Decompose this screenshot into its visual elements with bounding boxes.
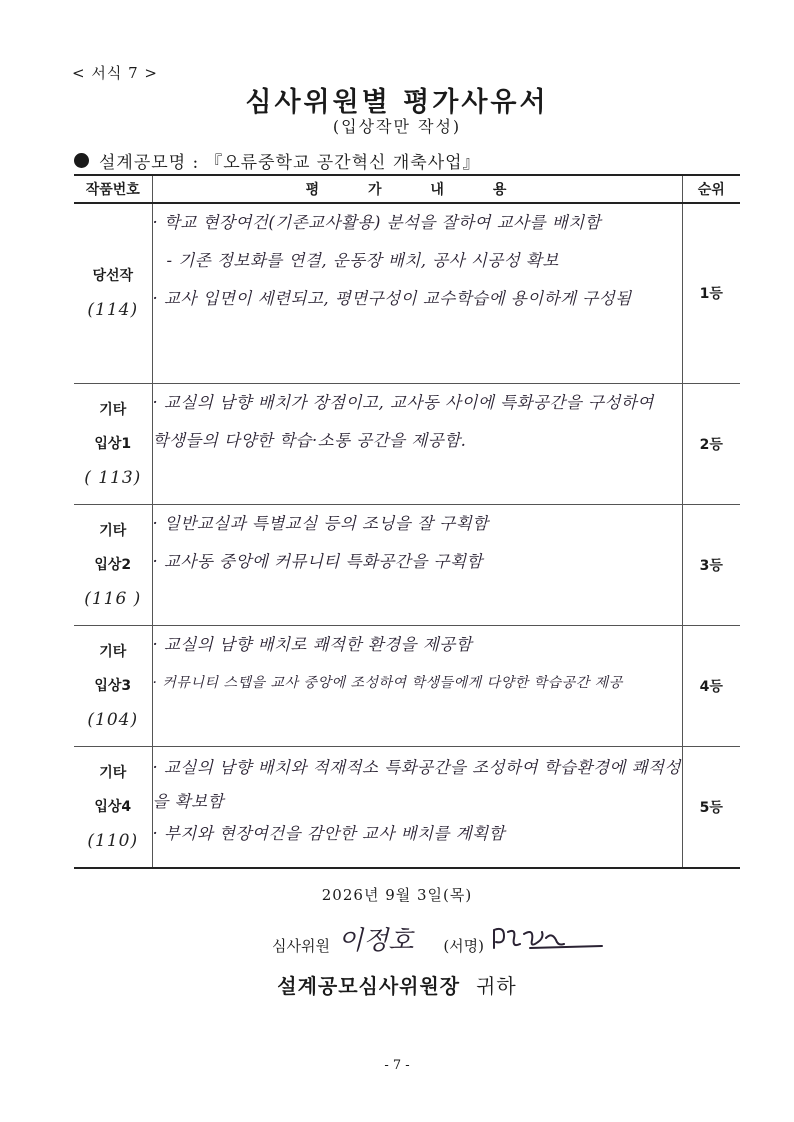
entry-subtitle: 입상2	[94, 556, 132, 573]
evaluation-line: 학생들의 다양한 학습·소통 공간을 제공함.	[152, 430, 467, 450]
rank-cell: 2등	[682, 383, 740, 504]
evaluation-line: - 기존 정보화를 연결, 운동장 배치, 공사 시공성 확보	[166, 251, 559, 270]
evaluation-line: · 교실의 남향 배치가 장점이고, 교사동 사이에 특화공간을 구성하여	[152, 392, 654, 412]
table-row	[74, 625, 740, 746]
evaluation-table	[74, 174, 740, 869]
entry-title: 기타	[99, 522, 127, 539]
contest-name: 『오류중학교 공간혁신 개축사업』	[205, 153, 481, 173]
sign-label: (서명)	[443, 937, 485, 955]
entry-subtitle: 입상1	[94, 435, 132, 452]
evaluation-content	[152, 383, 682, 504]
evaluation-line: · 일반교실과 특별교실 등의 조닝을 잘 구획함	[152, 513, 489, 533]
addressee-suffix: 귀하	[476, 974, 517, 998]
entry-title: 기타	[99, 401, 127, 418]
header-rank: 순위	[682, 175, 740, 203]
entry-cell	[74, 625, 152, 746]
signature-mark	[490, 922, 608, 956]
contest-label: 설계공모명 :	[99, 153, 200, 173]
rank-cell: 5등	[682, 746, 740, 868]
table-row	[74, 504, 740, 625]
form-number: < 서식 7 >	[72, 64, 158, 82]
entry-subtitle: 입상4	[94, 798, 132, 815]
page-number: - 7 -	[384, 1058, 410, 1073]
entry-number: ( 113)	[84, 467, 142, 488]
evaluation-line: · 커뮤니티 스텝을 교사 중앙에 조성하여 학생들에게 다양한 학습공간 제공	[152, 674, 623, 691]
evaluation-line: · 교실의 남향 배치로 쾌적한 환경을 제공함	[152, 634, 473, 654]
table-row	[74, 203, 740, 383]
evaluation-line: · 교사 입면이 세련되고, 평면구성이 교수학습에 용이하게 구성됨	[152, 289, 632, 308]
entry-cell	[74, 383, 152, 504]
signature-row	[272, 922, 608, 956]
addressee-name: 설계공모심사위원장	[277, 974, 461, 998]
table-row	[74, 383, 740, 504]
document-date: 2026년 9월 3일(목)	[321, 886, 473, 904]
signature-label: 심사위원	[272, 937, 330, 955]
header-entry-number: 작품번호	[74, 175, 152, 203]
evaluation-content	[152, 746, 682, 868]
entry-subtitle: 입상3	[94, 677, 132, 694]
evaluation-line: · 교사동 중앙에 커뮤니티 특화공간을 구획함	[152, 551, 483, 571]
entry-title: 기타	[99, 643, 127, 660]
evaluation-line: · 교실의 남향 배치와 적재적소 특화공간을 조성하여 학습환경에 쾌적성을 확보함	[152, 757, 681, 811]
entry-title: 당선작	[92, 268, 134, 285]
header-content: 평 가 내 용	[152, 175, 682, 203]
addressee	[0, 970, 794, 999]
entry-number: (110)	[87, 830, 139, 851]
page-subtitle: (입상작만 작성)	[332, 117, 462, 136]
rank-cell: 3등	[682, 504, 740, 625]
entry-number: (114)	[87, 300, 139, 321]
bullet-icon	[74, 153, 89, 168]
entry-cell	[74, 504, 152, 625]
evaluation-line: · 부지와 현장여건을 감안한 교사 배치를 계획함	[152, 823, 506, 843]
entry-number: (116 )	[84, 588, 142, 609]
evaluation-line: · 학교 현장여건(기존교사활용) 분석을 잘하여 교사를 배치함	[152, 213, 602, 232]
judge-name: 이정호	[337, 926, 414, 956]
contest-line	[74, 148, 481, 173]
rank-cell: 4등	[682, 625, 740, 746]
entry-number: (104)	[87, 709, 139, 730]
entry-title: 기타	[99, 764, 127, 781]
entry-cell	[74, 203, 152, 383]
table-header-row	[74, 175, 740, 203]
evaluation-content	[152, 504, 682, 625]
evaluation-content	[152, 203, 682, 383]
table-row	[74, 746, 740, 868]
evaluation-content	[152, 625, 682, 746]
entry-cell	[74, 746, 152, 868]
page-title: 심사위원별 평가사유서	[245, 87, 549, 118]
rank-cell: 1등	[682, 203, 740, 383]
